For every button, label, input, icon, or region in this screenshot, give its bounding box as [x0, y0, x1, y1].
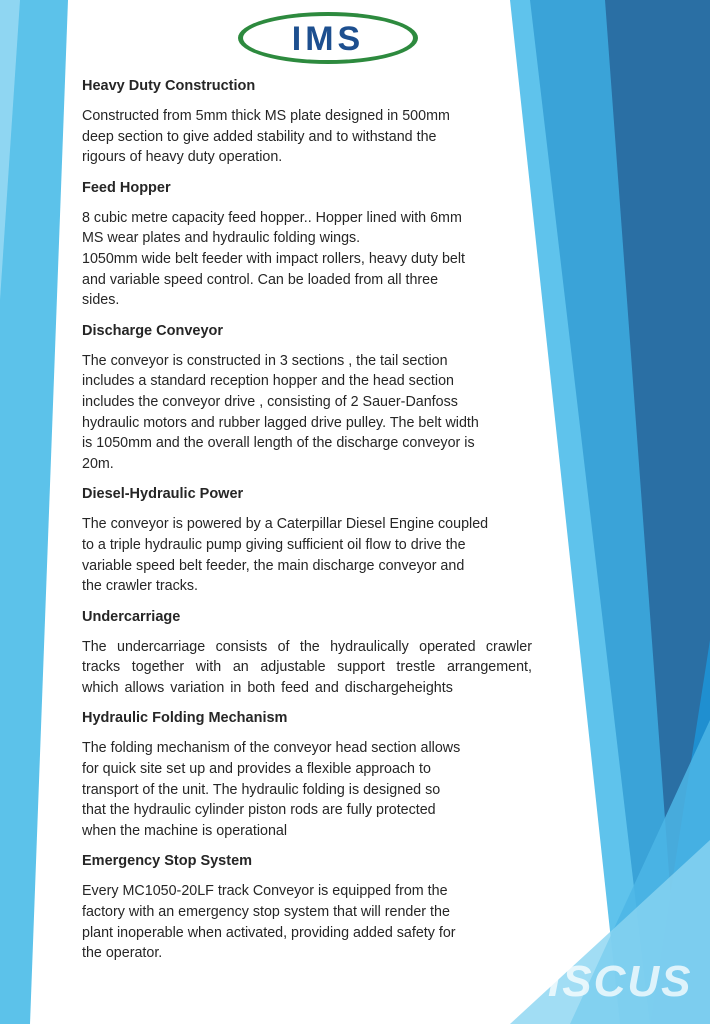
- section-title: Undercarriage: [82, 608, 181, 625]
- section-body: 8 cubic metre capacity feed hopper.. Hopper lined with 6mm MS wear plates and hydraulic folding wings. 1050mm wide belt feeder with impact rollers, heavy duty belt and variable speed control. Can be loaded from all three sides.: [82, 209, 466, 309]
- section-body: Every MC1050-20LF track Conveyor is equipped from the factory with an emergency stop system that will render the plant inoperable when activated, providing added safety for the operator.: [82, 883, 456, 962]
- section-title: Hydraulic Folding Mechanism: [82, 710, 288, 727]
- watermark: ISCUS: [548, 957, 693, 1006]
- section-title: Discharge Conveyor: [82, 322, 224, 339]
- section-discharge-conveyor: [82, 321, 532, 475]
- section-title: Heavy Duty Construction: [82, 78, 256, 94]
- section-body: Constructed from 5mm thick MS plate designed in 500mm deep section to give added stability and to withstand the rigours of heavy duty operation.: [82, 108, 450, 166]
- section-body: The conveyor is powered by a Caterpillar Diesel Engine coupled to a triple hydraulic pump giving sufficient oil flow to drive the variable speed belt feeder, the main discharge conveyor and the crawler tracks.: [82, 516, 489, 595]
- section-feed-hopper: [82, 178, 532, 311]
- section-body: The undercarriage consists of the hydraulically operated crawler tracks together with an adjustable support trestle arrangement, which allows variation in both feed and dischargeheights: [82, 638, 532, 696]
- section-diesel-hydraulic-power: [82, 484, 532, 596]
- section-body: The conveyor is constructed in 3 sections , the tail section includes a standard reception hopper and the head section includes the conveyor drive , consisting of 2 Sauer-Danfoss hydraulic motors and rubber lagged drive pulley. The belt width is 1050mm and the overall length of the discharge conveyor is 20m.: [82, 352, 479, 472]
- logo-text: IMS: [291, 20, 365, 58]
- spec-content: [82, 76, 532, 974]
- section-emergency-stop-system: [82, 851, 532, 963]
- left-decorative-band: [0, 0, 80, 1024]
- ims-logo: [236, 10, 420, 66]
- section-title: Feed Hopper: [82, 179, 171, 196]
- section-hydraulic-folding-mechanism: [82, 708, 532, 841]
- section-title: Emergency Stop System: [82, 853, 253, 870]
- section-heavy-duty-construction: [82, 76, 532, 168]
- section-undercarriage: [82, 607, 532, 699]
- section-body: The folding mechanism of the conveyor head section allows for quick site set up and provides a flexible approach to transport of the unit. The hydraulic folding is designed so that the hydraulic cylinder piston rods are fully protected when the machine is operational: [82, 740, 461, 839]
- section-title: Diesel-Hydraulic Power: [82, 486, 244, 503]
- right-decorative-bands: [510, 0, 710, 1024]
